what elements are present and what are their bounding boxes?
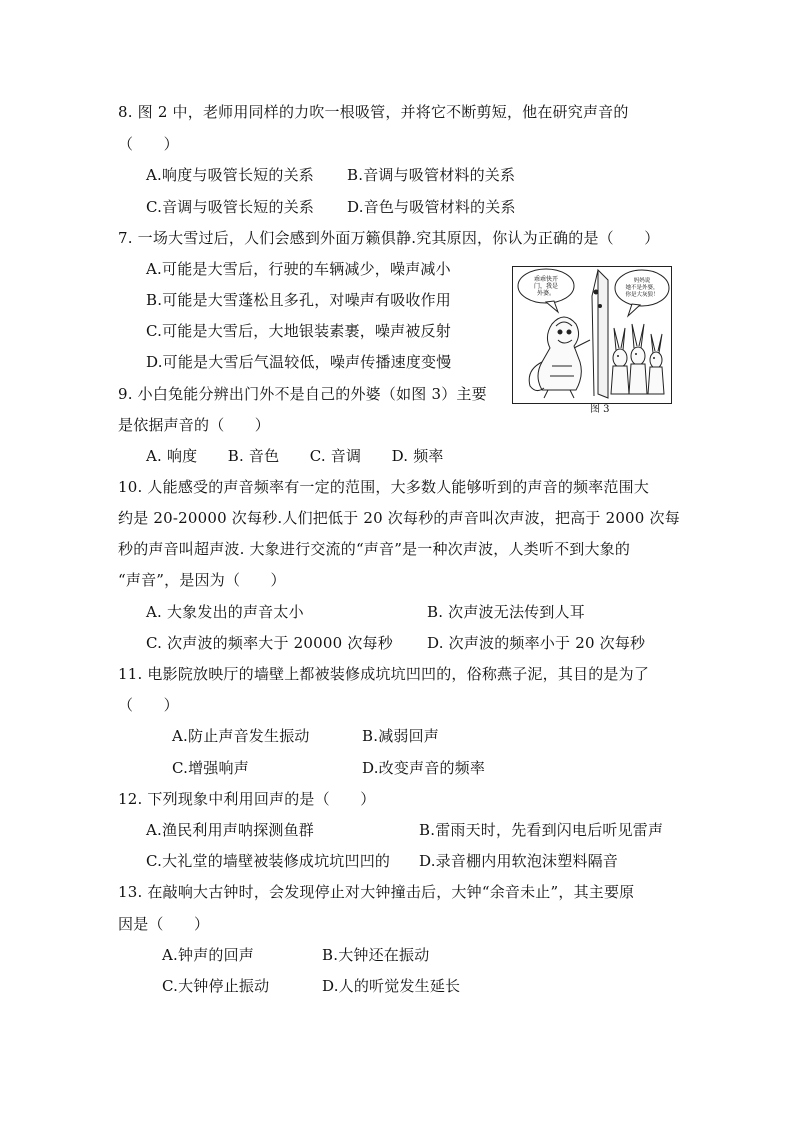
q11-option-d: D.改变声音的频率 xyxy=(362,759,486,777)
q10-stem-line4: “声音”，是因为（ ） xyxy=(118,571,286,589)
q7-option-a: A.可能是大雪后，行驶的车辆减少，噪声减小 xyxy=(146,260,451,278)
q13-option-a: A.钟声的回声 xyxy=(162,946,255,964)
q7-option-d: D.可能是大雪后气温较低，噪声传播速度变慢 xyxy=(146,353,452,371)
q13-option-d: D.人的听觉发生延长 xyxy=(322,977,461,995)
q11-stem-line2: （ ） xyxy=(118,696,179,714)
q10-stem-line3: 秒的声音叫超声波. 大象进行交流的“声音”是一种次声波，人类听不到大象的 xyxy=(118,540,631,558)
q11-option-b: B.减弱回声 xyxy=(362,727,439,745)
q12-option-b: B.雷雨天时，先看到闪电后听见雷声 xyxy=(419,821,664,839)
q8-stem-line2: （ ） xyxy=(118,135,179,153)
q8-option-d: D.音色与吸管材料的关系 xyxy=(347,198,516,216)
fig3-bubble-right-line1: 妈妈说 xyxy=(633,278,651,284)
q13-option-b: B.大钟还在振动 xyxy=(322,946,430,964)
fig3-bubble-left-line3: 外婆。 xyxy=(536,290,556,297)
q12-option-c: C.大礼堂的墙壁被装修成坑坑凹凹的 xyxy=(146,852,391,870)
q7-stem: 7. 一场大雪过后，人们会感到外面万籁俱静.究其原因，你认为正确的是（ ） xyxy=(118,229,660,247)
q11-option-a: A.防止声音发生振动 xyxy=(172,727,310,745)
q10-stem-line1: 10. 人能感受的声音频率有一定的范围，大多数人能够听到的声音的频率范围大 xyxy=(118,478,650,496)
fig3-bubble-left-line2: 门，我是 xyxy=(533,283,559,290)
q8-option-a: A.响度与吸管长短的关系 xyxy=(146,166,315,184)
q13-stem-line2: 因是（ ） xyxy=(118,915,210,933)
figure-3-caption: 图 3 xyxy=(590,404,610,415)
fig3-bubble-right-line3: 你是大灰狼！ xyxy=(625,292,659,298)
q10-option-b: B. 次声波无法传到人耳 xyxy=(427,603,585,621)
fig3-bubble-right-line2: 她不是外婆， xyxy=(625,285,659,291)
q12-option-a: A.渔民利用声呐探测鱼群 xyxy=(146,821,315,839)
fig3-bubble-left-line1: 乖乖快开 xyxy=(533,276,559,283)
q7-option-c: C.可能是大雪后，大地银装素裹，噪声被反射 xyxy=(146,322,451,340)
q10-option-d: D. 次声波的频率小于 20 次每秒 xyxy=(427,634,646,652)
q13-stem-line1: 13. 在敲响大古钟时，会发现停止对大钟撞击后，大钟“余音未止”，其主要原 xyxy=(118,883,635,901)
q11-option-c: C.增强响声 xyxy=(172,759,249,777)
q9-stem-line2: 是依据声音的（ ） xyxy=(118,416,271,434)
q8-option-c: C.音调与吸管长短的关系 xyxy=(146,198,315,216)
q12-option-d: D.录音棚内用软泡沫塑料隔音 xyxy=(419,852,619,870)
q9-options: A. 响度 B. 音色 C. 音调 D. 频率 xyxy=(146,447,444,465)
q8-stem-line1: 8. 图 2 中，老师用同样的力吹一根吸管，并将它不断剪短，他在研究声音的 xyxy=(118,103,629,121)
q9-stem-line1: 9. 小白兔能分辨出门外不是自己的外婆（如图 3）主要 xyxy=(118,385,487,403)
q8-option-b: B.音调与吸管材料的关系 xyxy=(347,166,516,184)
figure-3-illustration xyxy=(512,266,672,404)
q10-option-c: C. 次声波的频率大于 20000 次每秒 xyxy=(146,634,393,652)
q11-stem-line1: 11. 电影院放映厅的墙壁上都被装修成坑坑凹凹的，俗称燕子泥，其目的是为了 xyxy=(118,665,650,683)
q10-stem-line2: 约是 20-20000 次每秒.人们把低于 20 次每秒的声音叫次声波，把高于 2000 次每 xyxy=(118,509,680,527)
q12-stem: 12. 下列现象中利用回声的是（ ） xyxy=(118,790,376,808)
q10-option-a: A. 大象发出的声音太小 xyxy=(146,603,304,621)
q13-option-c: C.大钟停止振动 xyxy=(162,977,270,995)
q7-option-b: B.可能是大雪蓬松且多孔，对噪声有吸收作用 xyxy=(146,291,451,309)
